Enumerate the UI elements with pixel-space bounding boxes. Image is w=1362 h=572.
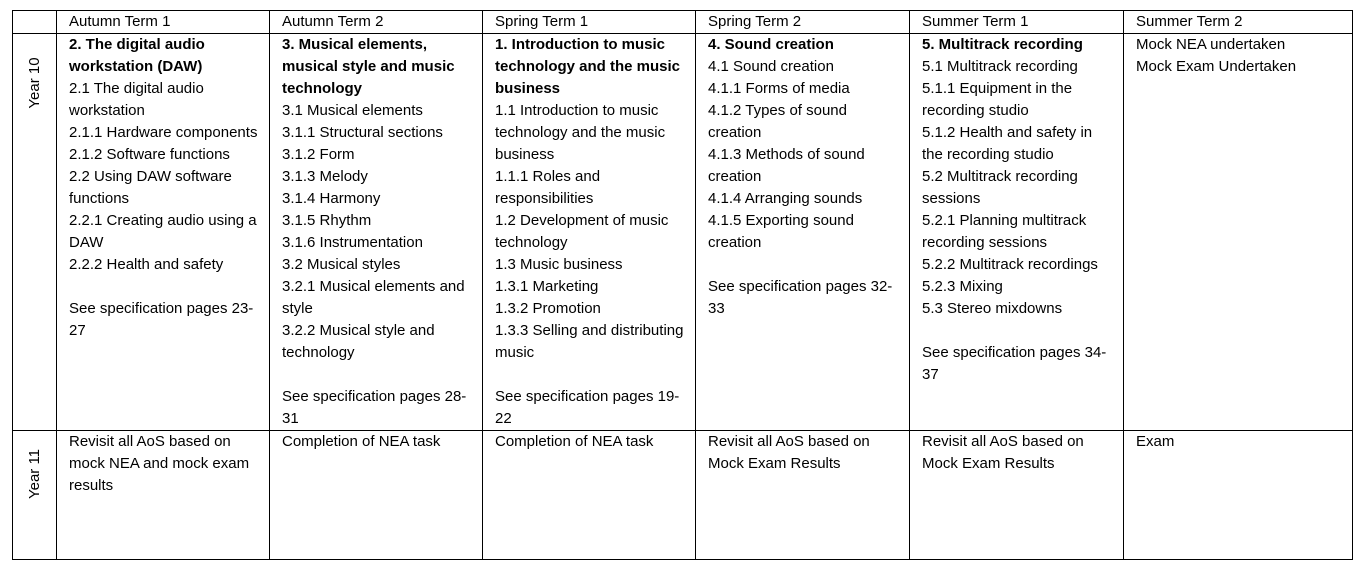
- term-cell: [1124, 34, 1353, 431]
- topic-line: Exam: [1136, 433, 1175, 450]
- table-row: [13, 34, 1353, 431]
- topic-line: Revisit all AoS based on Mock Exam Results: [922, 433, 1084, 472]
- topic-line: 3.2 Musical styles: [282, 256, 401, 273]
- topic-line: 5.2.3 Mixing: [922, 278, 1003, 295]
- spacer: [69, 276, 263, 298]
- unit-title: 1. Introduction to music technology and the music business: [495, 36, 681, 97]
- year-label: Year 10: [25, 57, 43, 109]
- topic-line: 4.1 Sound creation: [708, 58, 834, 75]
- spacer: [495, 364, 689, 386]
- spacer: [922, 320, 1117, 342]
- unit-title: 2. The digital audio workstation (DAW): [69, 36, 205, 75]
- topic-line: 2.1.2 Software functions: [69, 146, 230, 163]
- topic-line: 3.2.2 Musical style and technology: [282, 322, 435, 361]
- curriculum-table: [12, 10, 1353, 560]
- year-label: Year 11: [25, 448, 43, 500]
- header-corner: [13, 11, 57, 34]
- term-cell: [483, 34, 696, 431]
- spacer: [282, 364, 476, 386]
- topic-line: 3.1.1 Structural sections: [282, 124, 443, 141]
- topic-line: 5.2.1 Planning multitrack recording sessions: [922, 212, 1087, 251]
- term-cell: [910, 431, 1124, 560]
- topic-line: 5.1.2 Health and safety in the recording studio: [922, 124, 1093, 163]
- header-row: [13, 11, 1353, 34]
- header-autumn-term-1: Autumn Term 1: [57, 11, 270, 34]
- header-spring-term-2: Spring Term 2: [696, 11, 910, 34]
- topic-line: 4.1.1 Forms of media: [708, 80, 850, 97]
- term-cell: [270, 431, 483, 560]
- term-cell: [270, 34, 483, 431]
- spacer: [708, 254, 903, 276]
- topic-line: 3.1.5 Rhythm: [282, 212, 372, 229]
- year-cell: [13, 34, 57, 431]
- topic-line: Revisit all AoS based on mock NEA and mock exam results: [69, 433, 250, 494]
- unit-title: 3. Musical elements, musical style and music technology: [282, 36, 455, 97]
- topic-line: 5.1.1 Equipment in the recording studio: [922, 80, 1073, 119]
- topic-line: 2.2.2 Health and safety: [69, 256, 224, 273]
- table-row: [13, 431, 1353, 560]
- topic-line: Revisit all AoS based on Mock Exam Results: [708, 433, 870, 472]
- topic-line: 1.3 Music business: [495, 256, 623, 273]
- specification-reference: See specification pages 23-27: [69, 300, 254, 339]
- topic-line: 1.1.1 Roles and responsibilities: [495, 168, 601, 207]
- topic-line: 4.1.4 Arranging sounds: [708, 190, 863, 207]
- topic-line: 2.2 Using DAW software functions: [69, 168, 232, 207]
- header-spring-term-1: Spring Term 1: [483, 11, 696, 34]
- term-cell: [57, 34, 270, 431]
- topic-line: Completion of NEA task: [282, 433, 441, 450]
- topic-line: 1.1 Introduction to music technology and the music business: [495, 102, 666, 163]
- topic-line: 3.2.1 Musical elements and style: [282, 278, 465, 317]
- unit-title: 4. Sound creation: [708, 36, 834, 53]
- specification-reference: See specification pages 32-33: [708, 278, 893, 317]
- topic-line: Mock Exam Undertaken: [1136, 58, 1297, 75]
- topic-line: 3.1.3 Melody: [282, 168, 368, 185]
- header-autumn-term-2: Autumn Term 2: [270, 11, 483, 34]
- topic-line: 1.3.3 Selling and distributing music: [495, 322, 684, 361]
- topic-line: 5.2 Multitrack recording sessions: [922, 168, 1078, 207]
- topic-line: 1.3.2 Promotion: [495, 300, 601, 317]
- topic-line: 3.1.2 Form: [282, 146, 355, 163]
- topic-line: Completion of NEA task: [495, 433, 654, 450]
- header-summer-term-1: Summer Term 1: [910, 11, 1124, 34]
- term-cell: [57, 431, 270, 560]
- term-cell: [696, 34, 910, 431]
- topic-line: 5.2.2 Multitrack recordings: [922, 256, 1098, 273]
- topic-line: 5.1 Multitrack recording: [922, 58, 1078, 75]
- year-cell: [13, 431, 57, 560]
- topic-line: 4.1.3 Methods of sound creation: [708, 146, 865, 185]
- unit-title: 5. Multitrack recording: [922, 36, 1083, 53]
- topic-line: 2.2.1 Creating audio using a DAW: [69, 212, 257, 251]
- header-summer-term-2: Summer Term 2: [1124, 11, 1353, 34]
- specification-reference: See specification pages 19-22: [495, 388, 680, 427]
- topic-line: 3.1 Musical elements: [282, 102, 423, 119]
- topic-line: 1.2 Development of music technology: [495, 212, 669, 251]
- topic-line: 3.1.4 Harmony: [282, 190, 381, 207]
- topic-line: 1.3.1 Marketing: [495, 278, 599, 295]
- term-cell: [910, 34, 1124, 431]
- term-cell: [483, 431, 696, 560]
- topic-line: 5.3 Stereo mixdowns: [922, 300, 1063, 317]
- term-cell: [1124, 431, 1353, 560]
- topic-line: 2.1 The digital audio workstation: [69, 80, 204, 119]
- topic-line: 2.1.1 Hardware components: [69, 124, 258, 141]
- topic-line: 4.1.2 Types of sound creation: [708, 102, 847, 141]
- topic-line: 4.1.5 Exporting sound creation: [708, 212, 854, 251]
- term-cell: [696, 431, 910, 560]
- topic-line: Mock NEA undertaken: [1136, 36, 1286, 53]
- topic-line: 3.1.6 Instrumentation: [282, 234, 423, 251]
- specification-reference: See specification pages 34-37: [922, 344, 1107, 383]
- specification-reference: See specification pages 28-31: [282, 388, 467, 427]
